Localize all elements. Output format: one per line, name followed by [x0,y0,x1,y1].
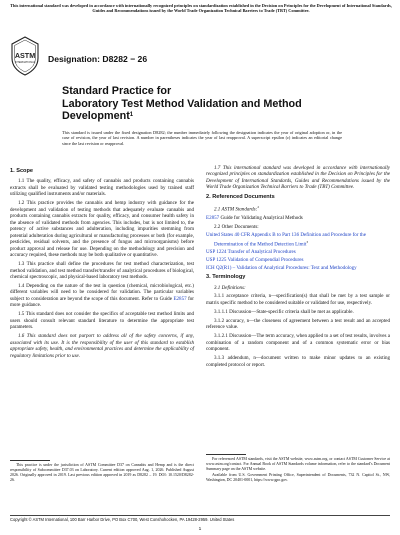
definition-3-1-1-1: 3.1.1.1 Discussion—State-specific criteria shall be met as applicable. [214,308,354,315]
paragraph-1-5: 1.5 This standard does not consider the specifics of acceptable test method limits and users should consult relevant standard literature to determine the appropriate test parameters. [10,311,194,331]
logo-subtext: INTERNATIONAL [14,61,36,64]
designation: Designation: D8282 − 26 [48,54,148,64]
astm-standards-subheading: 2.1 ASTM Standards:$^2$ [214,205,260,213]
footer-rule [10,515,390,516]
right-column [206,165,390,371]
astm-logo-icon [10,36,40,76]
left-column [10,165,194,362]
link-ref-ich-q2r1[interactable]: ICH Q2(R1) – Validation of Analytical Procedures: Text and Methodology [206,264,357,271]
footnote-rule-right [206,454,246,455]
title-line-1: Standard Practice for [62,85,172,97]
other-documents-subheading: 2.2 Other Documents: [214,223,259,230]
footnotes-right [206,457,390,485]
paragraph-1-6: 1.6 This standard does not purport to address all of the safety concerns, if any, associated with its use. It is the responsibility of the user of this standard to establish appropriate safety, health, and environmental practices and determine the applicability of regulatory limitations prior to use. [10,333,194,359]
section-heading-terminology: 3. Terminology [206,274,246,281]
logo-text: ASTM [14,51,36,60]
paragraph-1-7: 1.7 This international standard was developed in accordance with internationally recognized principles on standardization established in the Decision on Principles for the Development of International Standards, Guides and Recommendations issued by the World Trade Organization Technical Barriers to Trade (TBT) Committee. [206,165,390,191]
footnote-1: This practice is under the jurisdiction of ASTM Committee D37 on Cannabis and Hemp and is the direct responsibility of Subcommittee D37.03 on Laboratory. Current edition approved Aug. 1, 2026. Published August 2026. Originally approved in 2019. Last previous edition approved in 2019 as D8282 – 19. DOI: 10.1520/D8282-26. [10,462,194,482]
link-e2857[interactable]: E2857 [173,295,187,302]
paragraph-1-4-text: 1.4 Depending on the nature of the test in question (chemical, microbiological, etc.) different variables will need to be considered for validation. The particular variables subject to consideration are beyond the scope of this document. Refer to Guide [10,283,194,302]
paragraph-1-4 [10,283,194,309]
definition-3-1-3: 3.1.3 addendum, n—document written to make minor updates to an existing completed protocol or report. [206,355,390,368]
definition-3-1-2-1: 3.1.2.1 Discussion—The term accuracy, when applied to a set of test results, involves a combination of a random component and of a common systematic error or bias component. [206,333,390,353]
footnote-rule-left [10,460,50,461]
link-ref-e2857[interactable]: E2857 [206,215,220,222]
title-line-2: Laboratory Test Method Validation and Method [62,97,302,110]
reference-e2857: E2857 Guide for Validating Analytical Methods [206,215,303,222]
paragraph-1-3: 1.3 This practice shall define the procedures for test method characterization, test method validation, and test method transfer/transfer of analytical procedures of biological, chemical spectroscopic, and physical-based laboratory test methods. [10,261,194,280]
paragraph-1-1: 1.1 The quality, efficacy, and safety of cannabis and products containing cannabis extracts shall be evaluated by validated testing methodologies used by trained staff utilizing qualified instruments and/or materials. [10,178,194,198]
section-heading-scope: 1. Scope [10,168,34,174]
footnote-3: Available from U.S. Government Printing Office, Superintendent of Documents, 732 N. Capitol St., NW, Washington, DC 20401-0001, https://www.gpo.gov. [206,472,390,483]
title-footnote-mark: 1 [129,112,134,119]
link-ref-cfr[interactable]: United States 40 CFR Appendix B to Part 136 Definition and Procedure for the Determination of the Method Detection Limit [206,232,366,248]
definitions-subheading: 3.1 Definitions: [214,284,246,291]
document-title [62,85,362,123]
definition-3-1-2: 3.1.2 accuracy, n—the closeness of agreement between a test result and an accepted reference value. [206,317,390,331]
paragraph-1-2: 1.2 This practice provides the cannabis and hemp industry with guidance for the development and validation of testing methods that adequately evaluate cannabis and products containing cannabis extracts for quality, efficacy, and consumer health safety in the absence of validated methods from agencies. This includes, but is not limited to, the potency of active substances and adulteration, including impurities stemming from potential adulteration during agricultural or manufacturing processes or both (for example, pesticides, residual solvents, and the presence of fungus and microorganisms) before product approval and release for use. Depending on the methodology and precision and accuracy required, these methods may be both qualitative or quantitative. [10,200,194,259]
footnotes-left [10,463,194,484]
standard-issuance-note: This standard is issued under the fixed designation D8282; the number immediately following the designation indicates the year of original adoption or, in the case of revision, the year of last revision. A number in parentheses indicates the year of last reapproval. A superscript epsilon (ε) indicates an editorial change since the last revision or reapproval. [62,130,342,146]
reference-cfr: United States 40 CFR Appendix B to Part 136 Definition and Procedure for the Determination of the Method Detection Limit$^3$ [206,232,366,248]
copyright-footer: Copyright © ASTM International, 100 Barr Harbor Drive, PO Box C700, West Conshohocken, PA 19428-2959. United States [10,517,235,522]
section-heading-referenced-documents: 2. Referenced Documents [206,193,275,200]
title-line-3 [62,110,362,123]
tbt-notice: This international standard was developed in accordance with internationally recognized principles on standardization established in the Decision on Principles for the Development of International Standards, Guides and Recommendations issued by the World Trade Organization Technical Barriers to Trade (TBT) Committee. [10,3,392,14]
link-ref-usp1225[interactable]: USP 1225 Validation of Compendial Procedures [206,257,304,264]
page-number: 1 [198,527,202,532]
footnote-2: For referenced ASTM standards, visit the ASTM website, www.astm.org, or contact ASTM Customer Service at www.astm.org/contact. For Annual Book of ASTM Standards volume information, refer to the standard's Document Summary page on the ASTM website. [206,456,390,471]
link-ref-usp1224[interactable]: USP 1224 Transfer of Analytical Procedures [206,249,296,256]
paragraph-1-4-tail: for more guidance. [10,295,194,309]
definition-3-1-1: 3.1.1 acceptance criteria, n—specification(s) that shall be met by a test sample or matrix specific method to be considered suitable or validated for use, respectively. [206,293,390,306]
title-line-3-text: Development [62,110,130,123]
